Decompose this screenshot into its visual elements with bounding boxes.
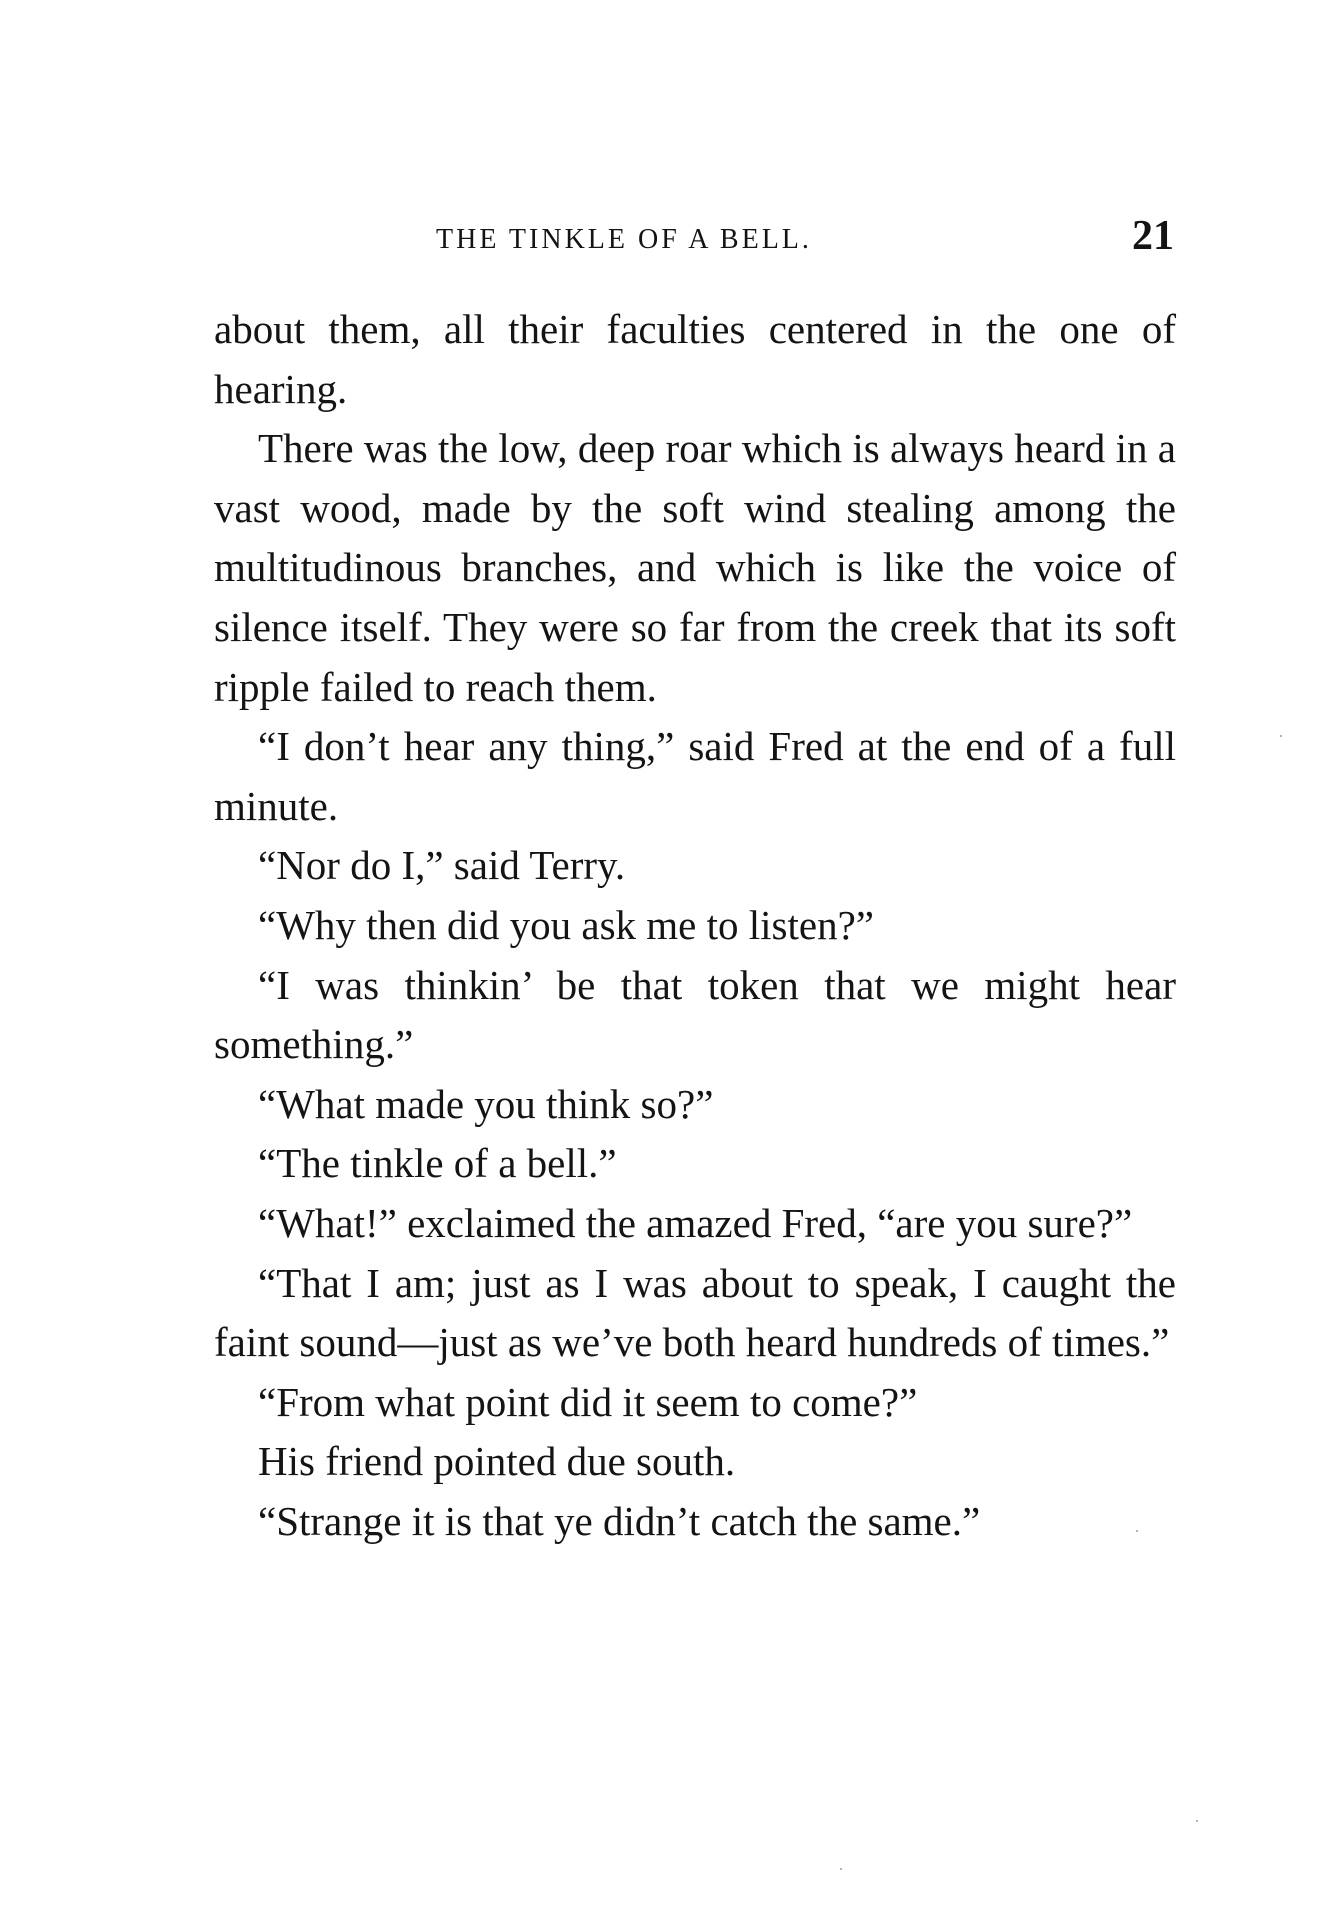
paragraph: “I was thinkin’ be that token that we might hear something.” bbox=[214, 961, 1176, 1068]
running-title: THE TINKLE OF A BELL. bbox=[436, 224, 812, 255]
paragraph: about them, all their faculties centered in the one of hearing. bbox=[214, 306, 1176, 412]
paper-speck bbox=[1196, 1820, 1198, 1822]
paragraph: “That I am; just as I was about to speak, I caught the faint sound—just as we’ve both heard hundreds of times.” bbox=[214, 1259, 1176, 1366]
paragraph: His friend pointed due south. bbox=[258, 1438, 736, 1485]
running-head bbox=[216, 208, 1174, 268]
paragraph: “Why then did you ask me to listen?” bbox=[258, 901, 874, 948]
paper-speck bbox=[840, 1868, 842, 1870]
paragraph: There was the low, deep roar which is always heard in a vast wood, made by the soft wind stealing among the multitudinous branches, and which is like the voice of silence itself. They were so far from the creek that its soft ripple failed to reach them. bbox=[214, 425, 1176, 710]
paragraph: “Nor do I,” said Terry. bbox=[258, 842, 626, 889]
page-number: 21 bbox=[1132, 213, 1174, 259]
body-text bbox=[214, 300, 1176, 1551]
paper-speck bbox=[1136, 1530, 1138, 1532]
paragraph: “I don’t hear any thing,” said Fred at the end of a full minute. bbox=[214, 723, 1176, 829]
paragraph: “What made you think so?” bbox=[258, 1080, 714, 1127]
paragraph: “Strange it is that ye didn’t catch the same.” bbox=[258, 1497, 981, 1544]
paper-speck bbox=[1280, 735, 1282, 737]
paragraph: “From what point did it seem to come?” bbox=[258, 1378, 918, 1425]
paragraph: “The tinkle of a bell.” bbox=[258, 1140, 617, 1187]
paragraph: “What!” exclaimed the amazed Fred, “are you sure?” bbox=[258, 1199, 1133, 1246]
